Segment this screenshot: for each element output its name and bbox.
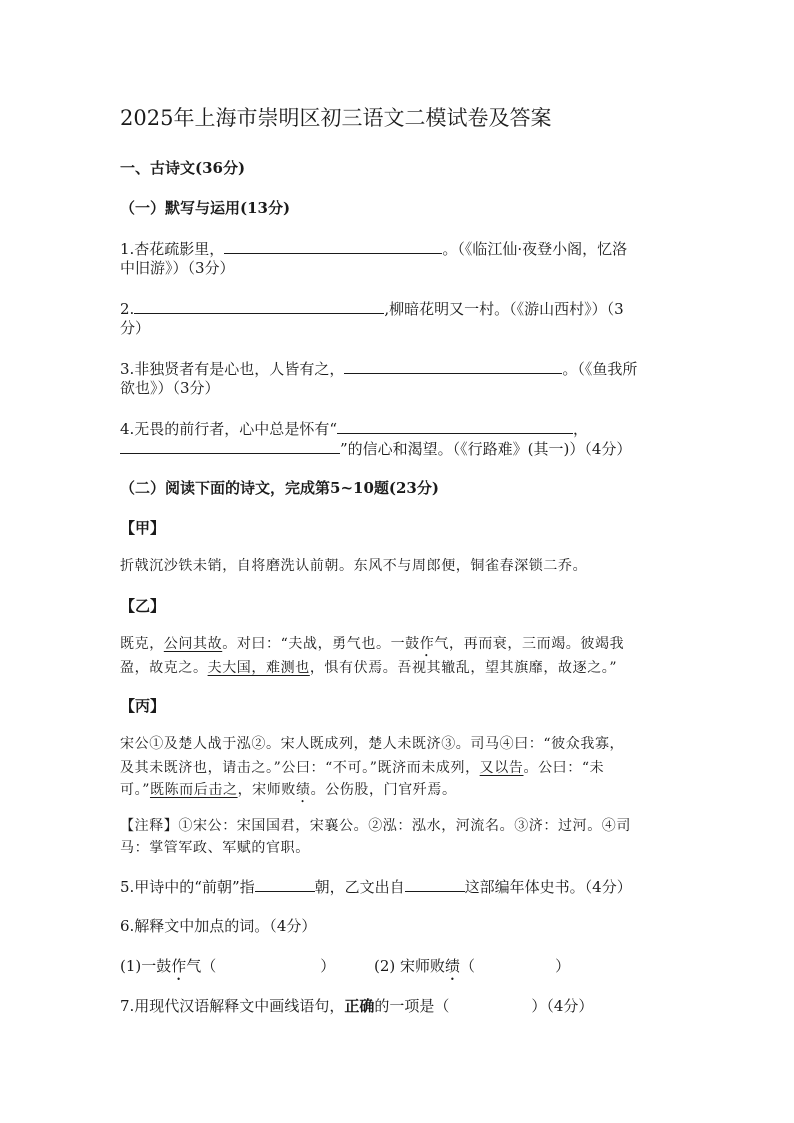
question-text: 朝，乙文出自 bbox=[314, 878, 405, 896]
passage-text: 可。” bbox=[120, 782, 150, 798]
dotted-word: 作 bbox=[419, 636, 435, 652]
answer-blank[interactable] bbox=[337, 418, 573, 434]
question-2-line1 bbox=[120, 298, 624, 319]
question-7 bbox=[120, 996, 593, 1016]
passage-line: 宋公①及楚人战于泓②。宋人既成列，楚人未既济③。司马④曰：“彼众我寡， bbox=[120, 736, 625, 752]
passage-line bbox=[120, 634, 624, 660]
question-text: ） bbox=[555, 957, 571, 975]
underlined-sentence: 既陈而后击之 bbox=[149, 782, 238, 798]
dotted-word: 绩 bbox=[295, 782, 311, 798]
poem-line: 折戟沉沙铁未销，自将磨洗认前朝。东风不与周郎便，铜雀春深锁二乔。 bbox=[120, 558, 588, 574]
passage-line bbox=[120, 758, 604, 778]
answer-blank[interactable] bbox=[405, 876, 465, 892]
question-text: 1.杏花疏影里， bbox=[120, 240, 225, 258]
question-5 bbox=[120, 876, 632, 897]
question-text: （ bbox=[460, 957, 476, 975]
answer-blank[interactable] bbox=[344, 358, 562, 374]
question-3-line2: 欲也》）（3分） bbox=[120, 379, 220, 397]
passage-label-jia: 【甲】 bbox=[120, 519, 166, 537]
dotted-word: 绩 bbox=[445, 957, 461, 975]
question-text: 3.非独贤者有是心也，人皆有之， bbox=[120, 360, 345, 378]
passage-label-yi: 【乙】 bbox=[120, 597, 166, 615]
question-text: ） bbox=[320, 957, 336, 975]
passage-text: 气，再而衰，三而竭。彼竭我 bbox=[434, 636, 625, 652]
question-text: 。（《临江仙·夜登小阁，忆洛 bbox=[442, 240, 628, 258]
subsection-heading: （一）默写与运用(13分) bbox=[120, 199, 291, 217]
answer-blank[interactable] bbox=[134, 298, 384, 314]
question-4-line1 bbox=[120, 418, 588, 439]
question-2-line2: 分） bbox=[120, 319, 151, 337]
question-4-line2 bbox=[120, 438, 631, 459]
section-heading: 一、古诗文(36分) bbox=[120, 159, 246, 177]
question-text: (1)一鼓 bbox=[120, 957, 172, 975]
question-text: ,柳暗花明又一村。（《游山西村》）（3 bbox=[384, 300, 624, 318]
passage-line bbox=[120, 780, 457, 806]
passage-text: 盈，故克之。 bbox=[120, 660, 208, 676]
annotation-line: 【注释】①宋公：宋国国君，宋襄公。②泓：泓水，河流名。③济：过河。④司 bbox=[120, 818, 631, 834]
underlined-sentence: 夫大国，难测也 bbox=[207, 660, 310, 676]
page-title: 2025年上海市崇明区初三语文二模试卷及答案 bbox=[120, 106, 552, 130]
passage-text: ，惧有伏焉。吾视其辙乱，望其旗靡，故逐之。” bbox=[309, 660, 618, 676]
passage-line bbox=[120, 658, 617, 678]
answer-blank[interactable] bbox=[120, 438, 340, 454]
subsection-heading: （二）阅读下面的诗文，完成第5~10题(23分) bbox=[120, 479, 439, 497]
passage-label-bing: 【丙】 bbox=[120, 697, 166, 715]
emphasized-word: 正确 bbox=[344, 997, 375, 1015]
question-text: 的一项是（ bbox=[374, 997, 450, 1015]
passage-text: 既克， bbox=[120, 636, 164, 652]
question-text: ）（4分） bbox=[531, 997, 594, 1015]
question-text: ”的信心和渴望。（《行路难》(其一)）（4分） bbox=[340, 440, 632, 458]
question-1-line2: 中旧游》）（3分） bbox=[120, 259, 235, 277]
passage-text: 。公曰：“未 bbox=[523, 760, 605, 776]
question-text: 。（《鱼我所 bbox=[562, 360, 638, 378]
question-text: 2. bbox=[120, 300, 135, 318]
annotation-line: 马：掌管军政、军赋的官职。 bbox=[120, 840, 310, 856]
question-text: 气（ bbox=[186, 957, 217, 975]
passage-text: ，宋师败 bbox=[237, 782, 296, 798]
passage-text: 及其未既济也，请击之。”公曰：“不可。”既济而未成列， bbox=[120, 760, 480, 776]
answer-blank[interactable] bbox=[255, 876, 315, 892]
question-text: 这部编年体史书。（4分） bbox=[464, 878, 632, 896]
question-6-stem: 6.解释文中加点的词。（4分） bbox=[120, 917, 317, 935]
question-1-line1 bbox=[120, 238, 627, 259]
dotted-word: 作 bbox=[171, 957, 187, 975]
question-text: 4.无畏的前行者，心中总是怀有“ bbox=[120, 420, 337, 438]
question-3-line1 bbox=[120, 358, 637, 379]
passage-text: 。对曰：“夫战，勇气也。一鼓 bbox=[222, 636, 420, 652]
underlined-sentence: 公问其故 bbox=[163, 636, 223, 652]
underlined-sentence: 又以告 bbox=[479, 760, 524, 776]
question-6-part2 bbox=[374, 956, 570, 984]
question-text: ， bbox=[572, 420, 588, 438]
question-text: 5.甲诗中的“前朝”指 bbox=[120, 878, 255, 896]
answer-blank[interactable] bbox=[224, 238, 442, 254]
question-6-part1 bbox=[120, 956, 335, 984]
passage-text: 。公伤股，门官歼焉。 bbox=[310, 782, 457, 798]
question-text: (2) 宋师败 bbox=[374, 957, 446, 975]
question-text: 7.用现代汉语解释文中画线语句， bbox=[120, 997, 345, 1015]
